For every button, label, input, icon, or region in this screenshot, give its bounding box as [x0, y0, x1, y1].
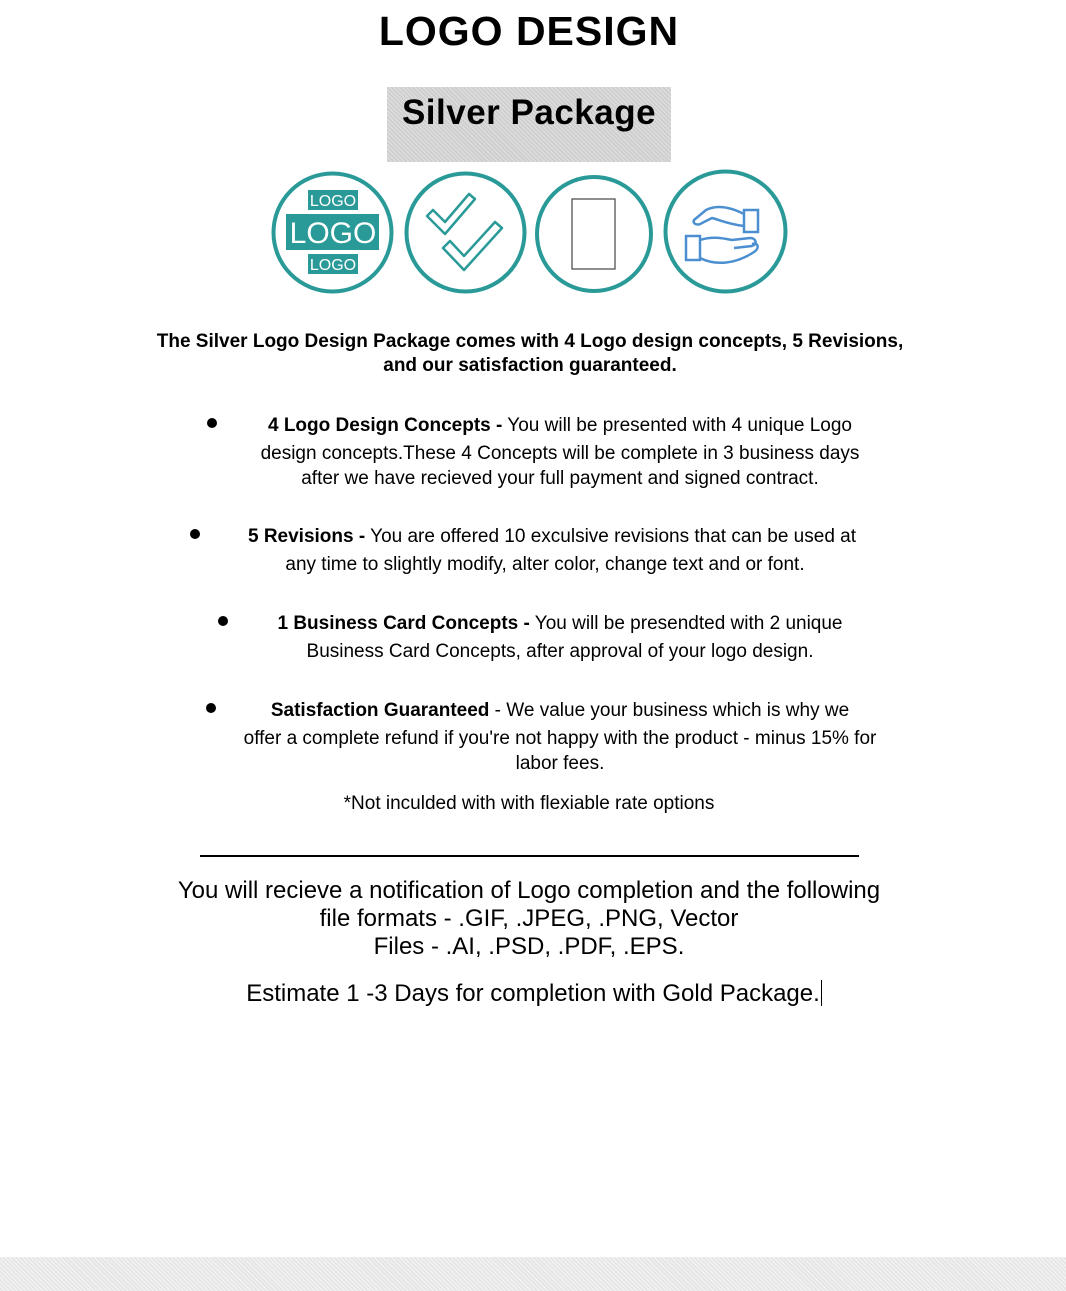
formats-line: Files - .AI, .PSD, .PDF, .EPS.	[373, 933, 685, 960]
feature-text: You are offered 10 exculsive revisions that can be used at	[365, 526, 857, 547]
feature-text: offer a complete refund if you're not happy with the product - minus 15% for	[243, 728, 877, 749]
formats-line: You will recieve a notification of Logo completion and the following	[177, 877, 881, 904]
bullet-icon	[206, 703, 216, 713]
footer-band	[0, 1257, 1066, 1291]
logo-stack-icon	[270, 170, 395, 295]
feature-item	[200, 698, 920, 776]
estimate-text: Estimate 1 -3 Days for completion with Gold Package.	[246, 980, 820, 1007]
feature-item	[200, 611, 920, 664]
feature-icons-row	[0, 165, 1066, 300]
feature-item	[185, 524, 905, 577]
feature-text: any time to slightly modify, alter color, change text and or font.	[285, 554, 805, 575]
feature-text: - We value your business which is why we	[489, 700, 850, 721]
feature-text: You will be presendted with 2 unique	[529, 613, 843, 634]
feature-text: Business Card Concepts, after approval of your logo design.	[306, 641, 814, 662]
completion-estimate[interactable]	[120, 980, 948, 1008]
logo-icon-text-top: LOGO	[309, 193, 357, 210]
feature-title: 5 Revisions -	[247, 526, 366, 547]
feature-item	[200, 413, 920, 491]
logo-icon-text-middle: LOGO	[289, 217, 377, 250]
bullet-icon	[207, 418, 217, 428]
text-cursor	[821, 980, 822, 1006]
package-banner	[387, 87, 671, 162]
formats-line: file formats - .GIF, .JPEG, .PNG, Vector	[319, 905, 739, 932]
bullet-icon	[190, 529, 200, 539]
package-name: Silver Package	[401, 93, 657, 132]
handshake-hands-icon	[662, 168, 789, 295]
business-card-icon	[533, 173, 655, 295]
package-intro: The Silver Logo Design Package comes with 4 Logo design concepts, 5 Revisions, and our satisfaction guaranteed.	[156, 331, 904, 376]
feature-text: labor fees.	[515, 753, 605, 774]
logo-icon-text-bottom: LOGO	[309, 257, 357, 274]
bullet-icon	[218, 616, 228, 626]
feature-title: 1 Business Card Concepts -	[277, 613, 530, 634]
rate-options-note: *Not inculded with with flexiable rate options	[343, 793, 715, 814]
section-divider	[200, 855, 859, 857]
feature-text: design concepts.These 4 Concepts will be complete in 3 business days	[260, 443, 860, 464]
feature-text: You will be presented with 4 unique Logo	[502, 415, 852, 436]
feature-text: after we have recieved your full payment and signed contract.	[301, 468, 819, 489]
feature-title: Satisfaction Guaranteed	[270, 700, 490, 721]
double-check-icon	[403, 170, 528, 295]
feature-title: 4 Logo Design Concepts -	[267, 415, 503, 436]
page-title: LOGO DESIGN	[378, 8, 680, 54]
file-formats-text	[120, 877, 938, 961]
